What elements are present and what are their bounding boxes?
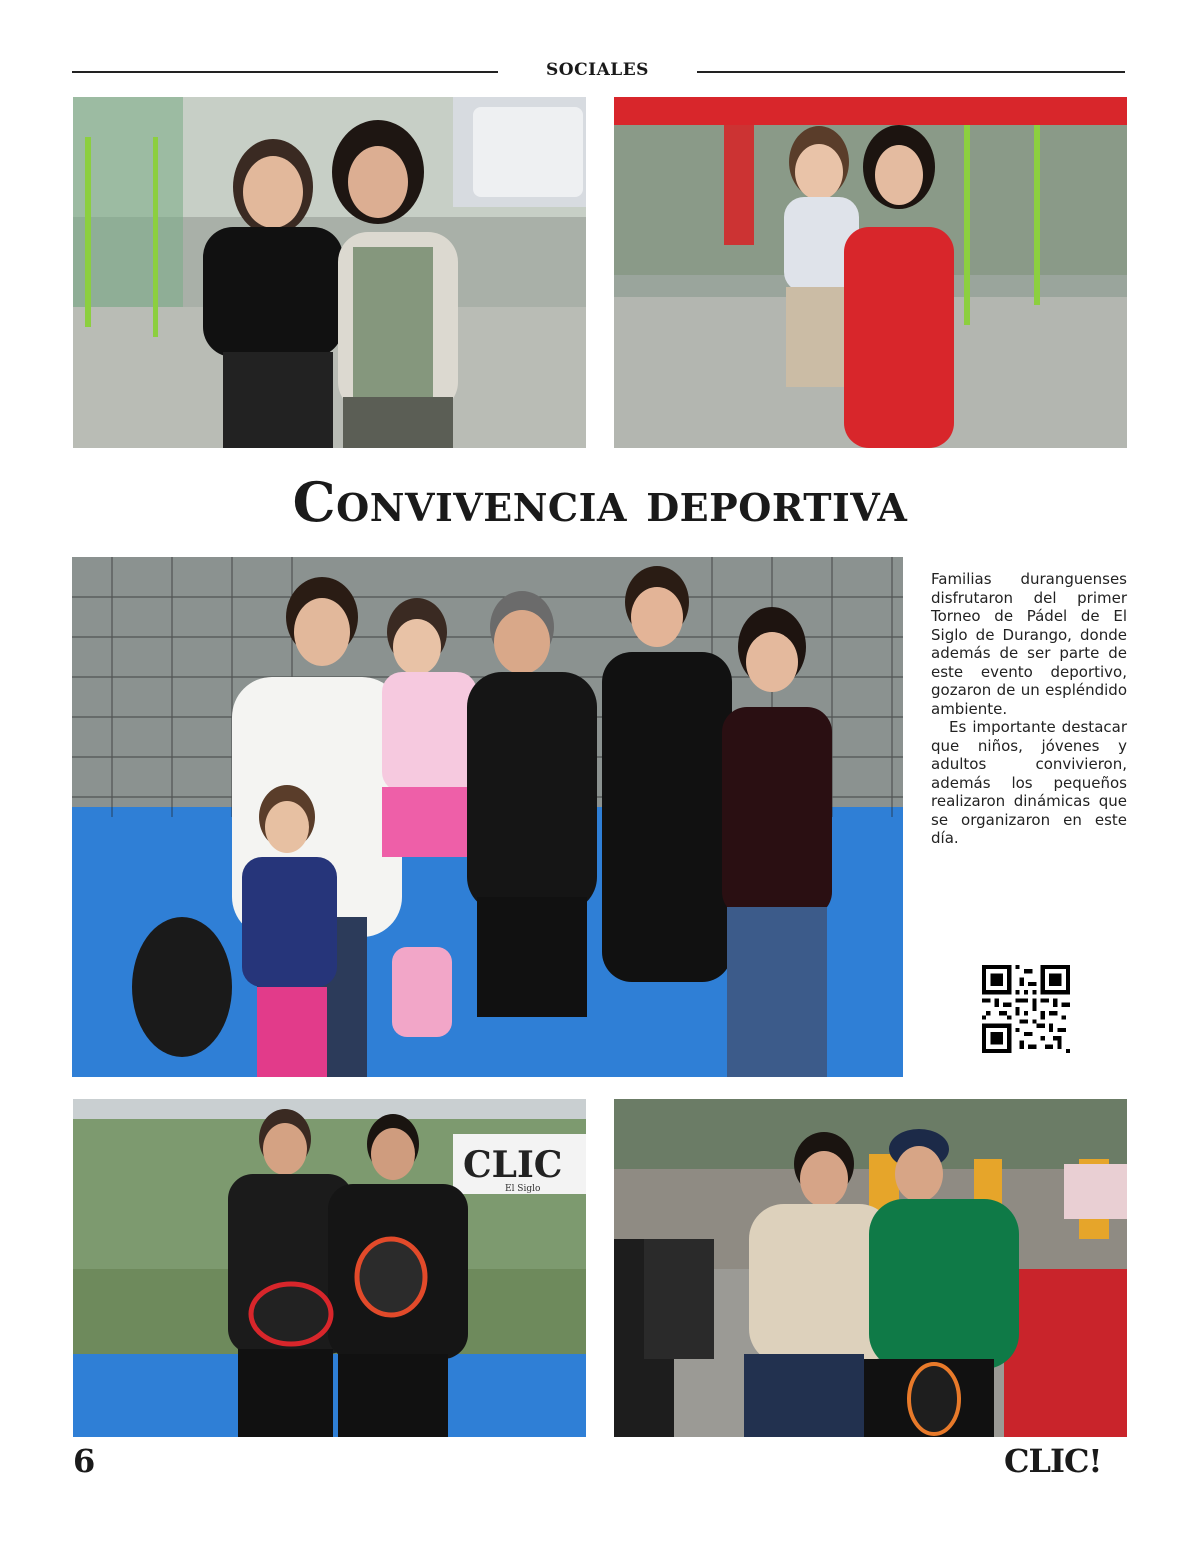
header-rule-left bbox=[72, 71, 498, 73]
photo-two-women bbox=[73, 97, 586, 448]
headline: Convivencia deportiva bbox=[292, 470, 908, 534]
header-rule-right bbox=[697, 71, 1125, 73]
article-paragraph: Familias duranguenses disfrutaron del primer Torneo de Pádel de El Siglo de Durango, donde además de ser parte de este evento deportivo, gozaron de un espléndido ambiente. bbox=[931, 570, 1127, 718]
banner-subtext: El Siglo bbox=[505, 1184, 541, 1194]
photo-two-young-men bbox=[614, 1099, 1127, 1437]
banner-text: CLIC bbox=[463, 1144, 563, 1186]
qr-code-icon[interactable] bbox=[982, 965, 1070, 1053]
article-body bbox=[931, 570, 1127, 848]
page-number: 6 bbox=[73, 1442, 96, 1480]
photo-family-group bbox=[72, 557, 903, 1077]
section-title: SOCIALES bbox=[546, 60, 649, 80]
brand-logo: CLIC! bbox=[1004, 1442, 1102, 1480]
photo-woman-with-child bbox=[614, 97, 1127, 448]
photo-two-men-paddles bbox=[73, 1099, 586, 1437]
article-paragraph: Es importante destacar que niños, jóvenes y adultos convivieron, además los pequeños realizaron dinámicas que se organizaron en este día. bbox=[931, 718, 1127, 847]
